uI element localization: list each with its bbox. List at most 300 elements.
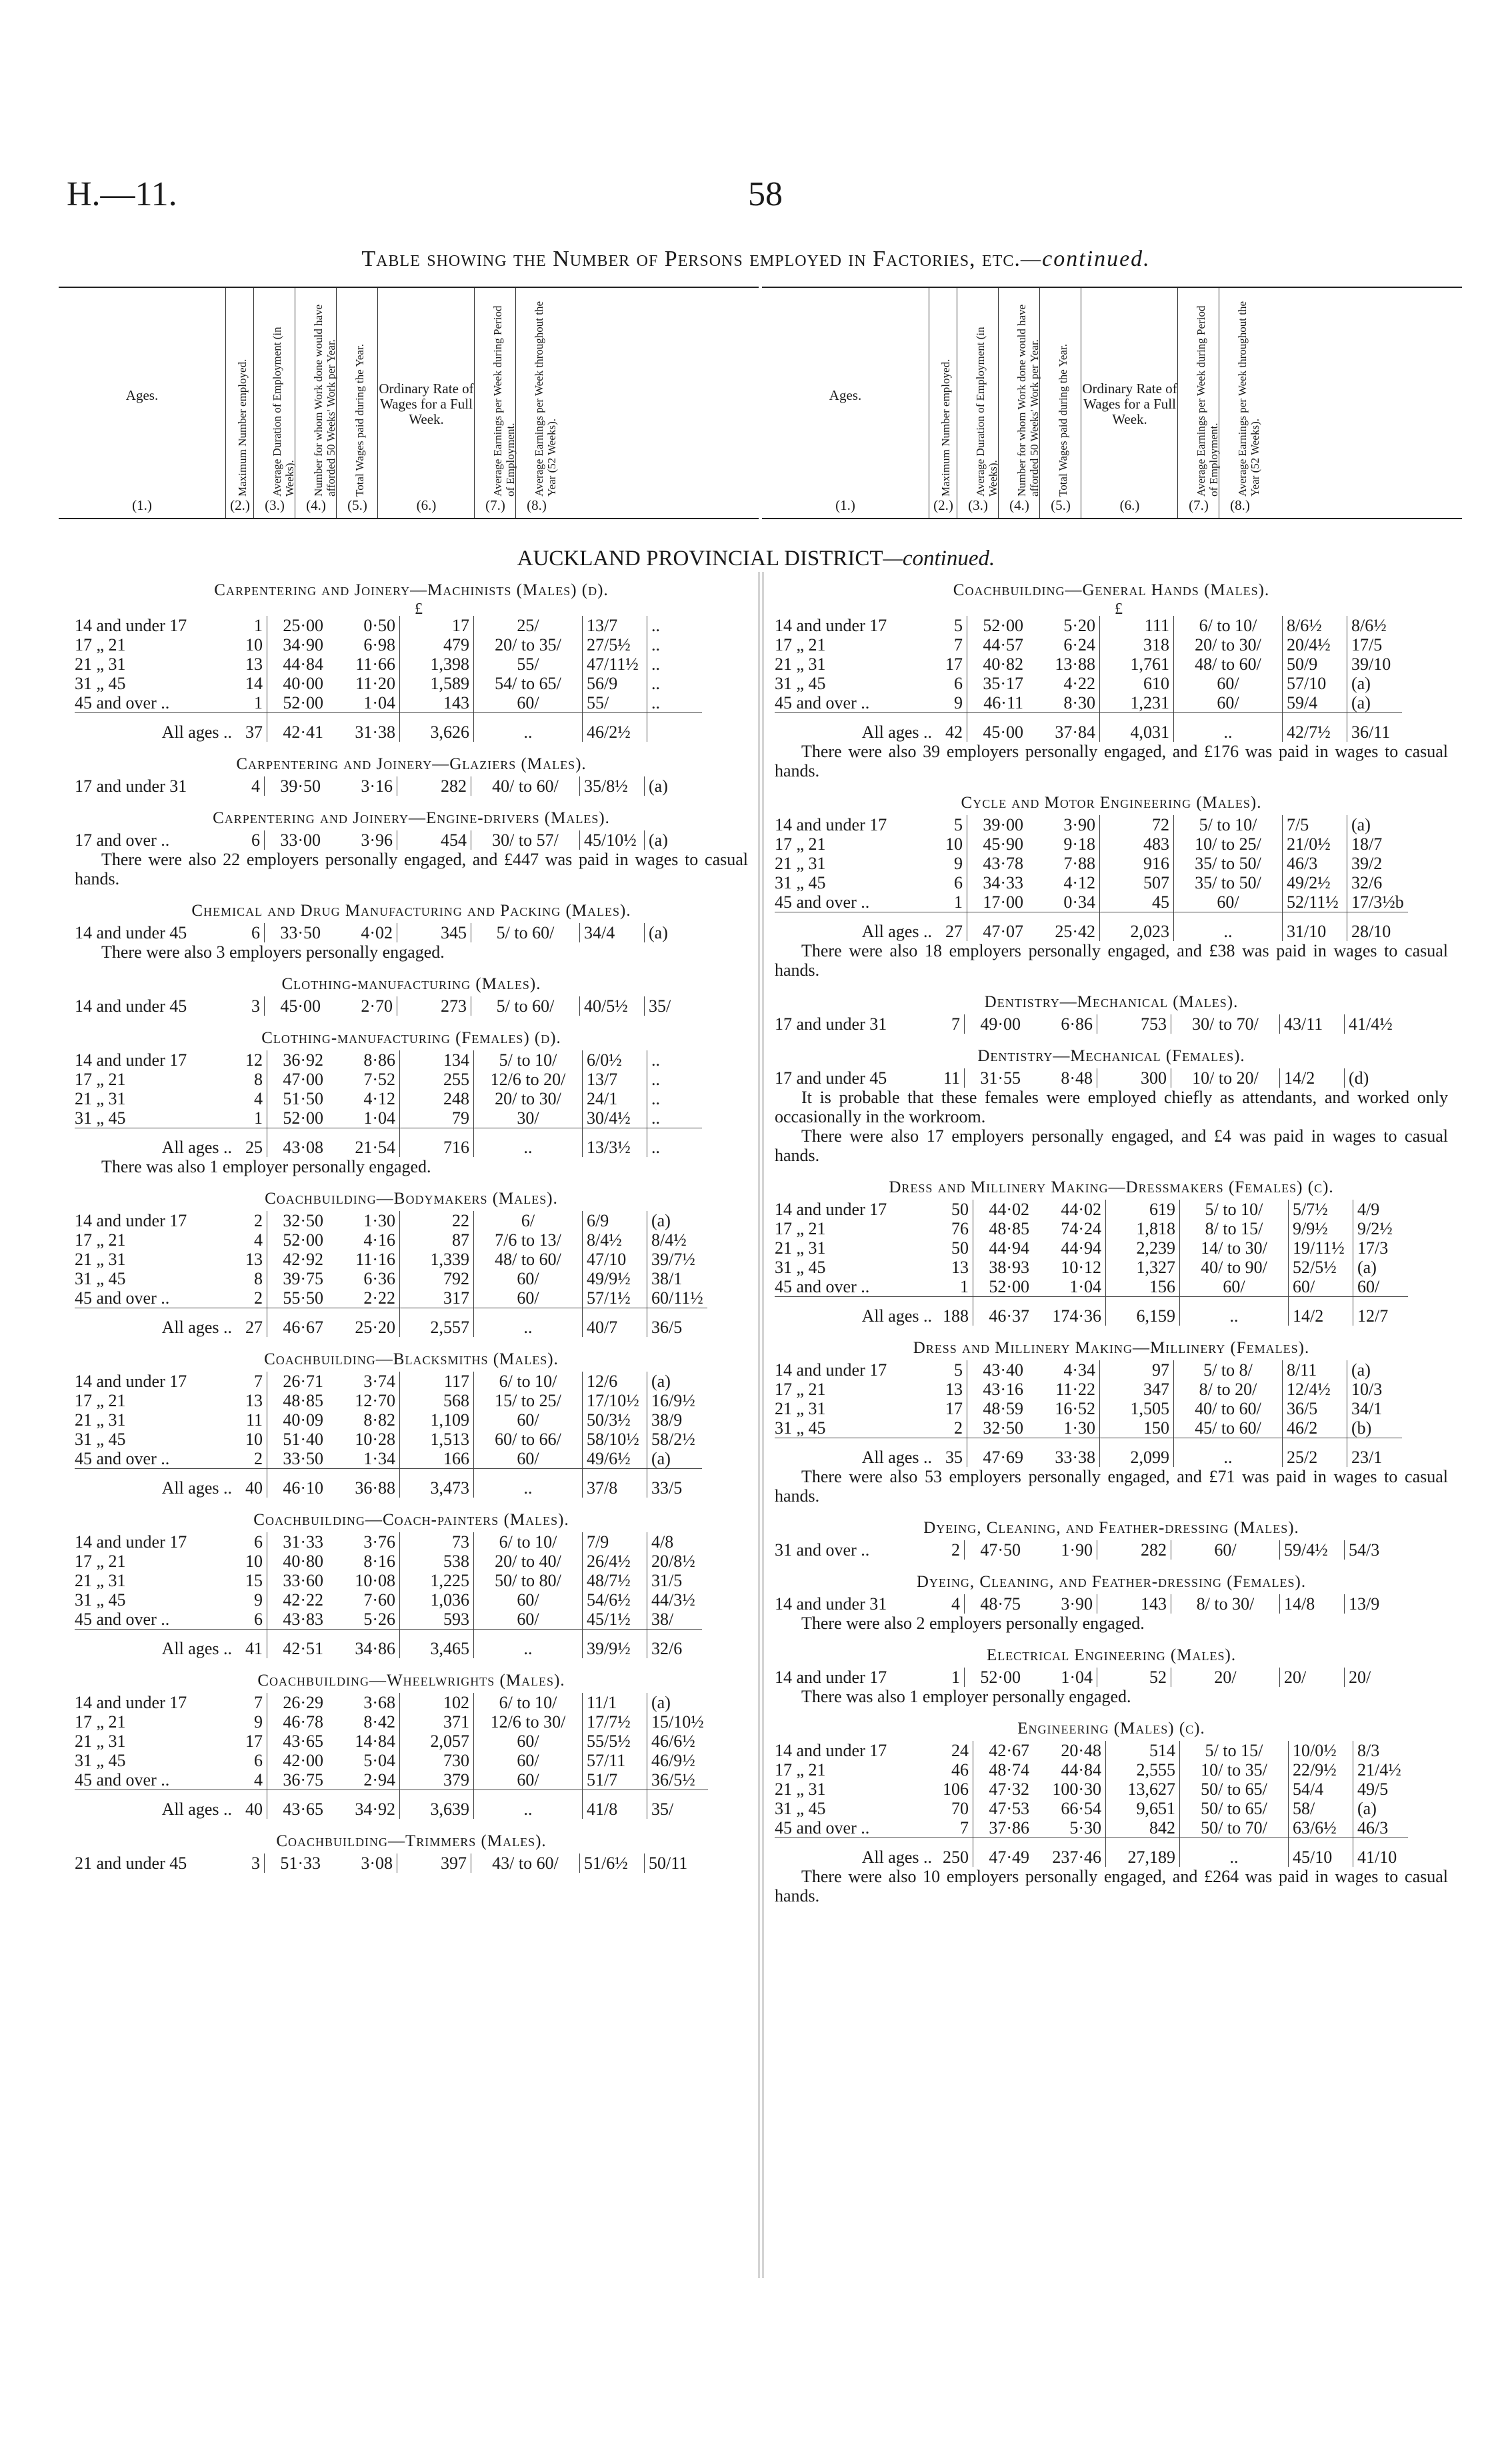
table-section (775, 1335, 1448, 1515)
cell: 54/4 (1289, 1780, 1353, 1799)
column-head-label: Number for whom Work done would have afforded 50 Weeks' Work per Year. (312, 304, 337, 497)
cell: 14 and under 45 (75, 923, 187, 942)
cell: 4 (239, 1230, 267, 1250)
cell: All ages .. (861, 1848, 932, 1867)
cell: 13 (239, 1391, 267, 1410)
cell: 134 (400, 1050, 474, 1070)
cell: 33·50 (267, 1449, 328, 1469)
table-section (775, 1569, 1448, 1642)
column-head-number: (3.) (265, 497, 285, 513)
cell: 25/ (474, 616, 583, 635)
cell: 17/10½ (583, 1391, 647, 1410)
cell: 49/9½ (583, 1269, 647, 1288)
table-section (75, 751, 748, 805)
cell: 5·20 (1027, 616, 1100, 635)
cell: 39·00 (983, 815, 1023, 834)
cell: .. (474, 1469, 583, 1498)
section-title: Coachbuilding—Wheelwrights (Males). (257, 1672, 565, 1690)
cell: 10 (239, 1552, 267, 1571)
table-row (775, 854, 1408, 873)
cell: 44/3½ (651, 1590, 695, 1610)
cell: 13/7 (583, 616, 647, 635)
cell: 1 (936, 1668, 965, 1687)
cell: 35/8½ (580, 776, 645, 796)
column-head-8 (1219, 288, 1261, 518)
cell: 31 „ 45 (775, 873, 826, 892)
cell: 1,398 (400, 654, 474, 674)
cell: 45/1½ (583, 1610, 647, 1630)
cell: 59/4 (1283, 693, 1347, 713)
cell: 282 (1097, 1540, 1171, 1560)
total-row (775, 912, 1408, 942)
cell: 46/6½ (651, 1732, 695, 1751)
cell: 9,651 (1106, 1799, 1180, 1818)
table-row (775, 1014, 1399, 1034)
cell: 8/6½ (1283, 616, 1347, 635)
cell: 14 and under 17 (75, 616, 187, 635)
column-divider (759, 572, 763, 2278)
cell: 13 (239, 1250, 267, 1269)
cell: 46·67 (283, 1318, 323, 1337)
cell: 79 (400, 1108, 474, 1128)
cell: 166 (400, 1449, 474, 1469)
table-row (775, 1418, 1402, 1438)
cell: (a) (649, 776, 668, 796)
cell (647, 713, 703, 742)
section-table (75, 1211, 707, 1337)
cell: 32·50 (967, 1418, 1028, 1438)
cell: 0·34 (1027, 892, 1100, 912)
section-title: Chemical and Drug Manufacturing and Packing (Males). (191, 902, 631, 920)
cell: (a) (1351, 1360, 1371, 1380)
cell: 48·74 (989, 1760, 1029, 1780)
table-row (775, 834, 1408, 854)
cell: 34·86 (327, 1630, 400, 1659)
cell: 45 and over .. (775, 1277, 939, 1297)
total-row (775, 713, 1402, 742)
section-table (75, 776, 699, 796)
cell: 46·78 (283, 1712, 323, 1732)
cell: 97 (1100, 1360, 1174, 1380)
section-note: There were also 18 employers personally engaged, and £38 was paid in wages to casual hands. (775, 941, 1448, 980)
cell: 46/9½ (651, 1751, 695, 1770)
section-table (75, 1853, 699, 1873)
table-row (75, 1571, 702, 1590)
total-row (75, 1308, 707, 1338)
column-head-number: (8.) (1230, 497, 1250, 513)
cell: 8·86 (327, 1050, 400, 1070)
cell: 2 (239, 1449, 267, 1469)
cell: 39/2 (1351, 854, 1383, 873)
cell: 37·86 (973, 1818, 1034, 1838)
cell: 31·38 (327, 713, 400, 742)
column-head-3 (957, 288, 999, 518)
cell: All ages .. (161, 722, 232, 742)
cell: 1,589 (400, 674, 474, 693)
table-row (75, 923, 699, 942)
table-row (775, 693, 1402, 713)
cell: 50 (939, 1238, 973, 1258)
column-head-label: Average Earnings per Week throughout the Year (52 Weeks). (533, 301, 558, 497)
cell: 8/4½ (651, 1230, 687, 1250)
caption-continued: —continued. (1020, 247, 1151, 271)
column-head-number: (5.) (347, 497, 367, 513)
cell: 39/10 (1351, 654, 1391, 674)
cell: 3·08 (325, 1853, 397, 1873)
cell: 34/1 (1351, 1399, 1383, 1418)
cell: 6 (239, 1532, 267, 1552)
table-row (775, 815, 1408, 834)
cell: 47·07 (983, 922, 1023, 941)
cell: 60/ (474, 1770, 583, 1790)
cell: 87 (400, 1230, 474, 1250)
cell: 31 „ 45 (75, 1590, 126, 1610)
cell: 34·90 (283, 635, 323, 654)
cell: 7/9 (583, 1532, 647, 1552)
cell: .. (1174, 713, 1283, 742)
section-table (775, 1068, 1399, 1088)
table-caption (0, 247, 1512, 272)
cell: 43·16 (983, 1380, 1023, 1399)
column-head-label: Maximum Number employed. (939, 359, 952, 497)
cell: 6·98 (327, 635, 400, 654)
cell: 31 „ 45 (75, 1269, 126, 1288)
cell: 48/7½ (583, 1571, 647, 1590)
cell: 21 „ 31 (775, 1399, 826, 1418)
cell: 753 (1097, 1014, 1171, 1034)
cell: 35 (939, 1438, 967, 1468)
cell: 26·29 (283, 1693, 323, 1712)
cell: 48·85 (283, 1391, 323, 1410)
column-head-label: Number for whom Work done would have afforded 50 Weeks' Work per Year. (1015, 304, 1041, 497)
cell: 4 (239, 1089, 267, 1108)
table-row (775, 1380, 1402, 1399)
cell: 10/0½ (1289, 1741, 1353, 1760)
cell: 14 and under 17 (75, 1050, 187, 1070)
cell: 31 „ 45 (775, 1258, 826, 1277)
total-row (75, 713, 702, 742)
cell: 57/11 (583, 1751, 647, 1770)
cell: 21 „ 31 (75, 654, 126, 674)
cell: All ages .. (161, 1639, 232, 1658)
cell: 57/1½ (583, 1288, 647, 1308)
cell: 14/8 (1280, 1594, 1345, 1614)
cell: 1,513 (400, 1430, 474, 1449)
table-row (75, 1610, 702, 1630)
table-row (775, 654, 1402, 674)
cell: .. (474, 1308, 583, 1338)
cell: 5·26 (327, 1610, 400, 1630)
cell: 31·33 (283, 1532, 323, 1552)
cell: 52·00 (983, 616, 1023, 635)
section-title: Engineering (Males) (c). (1017, 1720, 1205, 1738)
cell: 7·52 (327, 1070, 400, 1089)
cell: 45/10 (1289, 1838, 1353, 1867)
cell: 47/11½ (583, 654, 647, 674)
section-table (75, 1050, 702, 1157)
section-table (775, 1741, 1408, 1867)
table-section (75, 1828, 748, 1882)
cell: 43·78 (983, 854, 1023, 873)
cell: 1,109 (400, 1410, 474, 1430)
cell: 13 (239, 654, 267, 674)
cell: 31 „ 45 (75, 1430, 126, 1449)
page-reference: H.—11. (67, 175, 177, 213)
cell: 14 and under 17 (775, 1668, 887, 1687)
table-row (75, 1211, 707, 1230)
table-row (75, 1089, 702, 1108)
cell: 15 (239, 1571, 267, 1590)
cell: 46/2 (1283, 1418, 1347, 1438)
table-row (75, 1250, 707, 1269)
cell: 6/0½ (583, 1050, 647, 1070)
cell: 22 (400, 1211, 474, 1230)
cell: 479 (400, 635, 474, 654)
table-section (75, 971, 748, 1025)
table-row (775, 1219, 1408, 1238)
cell: 38/1 (651, 1269, 683, 1288)
cell: 1·04 (327, 693, 400, 713)
cell: 11·66 (327, 654, 400, 674)
cell: 31 „ 45 (75, 674, 126, 693)
cell: 4·22 (1027, 674, 1100, 693)
cell: 50/9 (1283, 654, 1347, 674)
cell: 7 (939, 1818, 973, 1838)
cell: 10 (939, 834, 967, 854)
cell: 4·02 (325, 923, 397, 942)
cell: 5/ to 15/ (1180, 1741, 1289, 1760)
cell: 44·84 (283, 654, 323, 674)
cell: 568 (400, 1391, 474, 1410)
cell: All ages .. (161, 1318, 232, 1337)
cell: 36/11 (1351, 722, 1391, 742)
section-note: There was also 1 employer personally engaged. (801, 1687, 1131, 1706)
cell: 143 (400, 693, 474, 713)
cell: 7/5 (1283, 815, 1347, 834)
table-row (75, 1108, 702, 1128)
cell: 21 „ 31 (775, 654, 826, 674)
cell: 37·84 (1027, 713, 1100, 742)
cell: 46·10 (283, 1478, 323, 1498)
cell: 35·17 (983, 674, 1023, 693)
section-title: Cycle and Motor Engineering (Males). (961, 794, 1262, 812)
cell: 52·00 (980, 1668, 1021, 1687)
cell: 792 (400, 1269, 474, 1288)
cell: 8·42 (327, 1712, 400, 1732)
cell: 3,465 (400, 1630, 474, 1659)
cell: 10/ to 25/ (1174, 834, 1283, 854)
cell: 5/ to 10/ (1174, 815, 1283, 834)
cell: 33·50 (280, 923, 321, 942)
cell: 47·50 (980, 1540, 1021, 1560)
cell: 8/6½ (1351, 616, 1387, 635)
table-row (775, 1594, 1399, 1614)
cell: 60/11½ (647, 1288, 707, 1308)
column-head-number: (4.) (306, 497, 326, 513)
cell: 52·00 (267, 693, 328, 713)
cell: 371 (400, 1712, 474, 1732)
cell: .. (1174, 912, 1283, 942)
cell: 23/1 (1351, 1448, 1383, 1467)
cell: 730 (400, 1751, 474, 1770)
cell: 25·42 (1027, 912, 1100, 942)
cell: 3·16 (325, 776, 397, 796)
cell: 619 (1106, 1200, 1180, 1219)
column-head-4 (998, 288, 1040, 518)
table-row (75, 1288, 707, 1308)
cell: 31 „ 45 (775, 674, 826, 693)
section-title: Dress and Millinery Making—Dressmakers (Females) (c). (889, 1178, 1334, 1196)
cell: 20/ to 30/ (474, 1089, 583, 1108)
cell: 4·16 (327, 1230, 400, 1250)
cell: 2·94 (327, 1770, 400, 1790)
section-title: Electrical Engineering (Males). (986, 1646, 1237, 1664)
cell: 30/4½ (583, 1108, 647, 1128)
cell: 43·40 (983, 1360, 1023, 1380)
total-row (75, 1630, 702, 1659)
cell: 17 (939, 654, 967, 674)
page-number: 58 (748, 175, 783, 213)
cell: 610 (1100, 674, 1174, 693)
table-row (775, 1200, 1408, 1219)
cell: 14 and under 17 (75, 1372, 187, 1391)
cell: 2·70 (325, 996, 397, 1016)
cell: 8·82 (327, 1410, 400, 1430)
section-title: Clothing-manufacturing (Males). (281, 975, 541, 993)
cell: 36/5 (651, 1318, 683, 1337)
cell: 6·36 (327, 1269, 400, 1288)
cell: 35/ (649, 996, 671, 1016)
cell: 36·88 (327, 1469, 400, 1498)
cell: 47·49 (989, 1848, 1029, 1867)
cell: .. (1174, 1438, 1283, 1468)
cell: 4 (936, 1594, 965, 1614)
cell: 6/ (474, 1211, 583, 1230)
cell: 58/2½ (651, 1430, 695, 1449)
cell: 10·12 (1033, 1258, 1106, 1277)
table-row (75, 1449, 702, 1469)
cell: 40 (239, 1469, 267, 1498)
cell: 46/3 (1353, 1818, 1409, 1838)
cell: 17 „ 21 (75, 1070, 126, 1089)
cell: 347 (1100, 1380, 1174, 1399)
cell: 58/ (1289, 1799, 1353, 1818)
cell: 56/9 (583, 674, 647, 693)
table-row (75, 1590, 702, 1610)
cell: 2,099 (1100, 1438, 1174, 1468)
cell: 22/9½ (1289, 1760, 1353, 1780)
cell: 44·57 (983, 635, 1023, 654)
column-head-label: Ordinary Rate of Wages for a Full Week. (1082, 381, 1177, 427)
cell: 15/10½ (651, 1712, 704, 1732)
cell: 3,626 (400, 713, 474, 742)
cell: 34·33 (983, 873, 1023, 892)
cell: 52·00 (267, 1108, 328, 1128)
table-row (75, 654, 702, 674)
cell: 7 (239, 1372, 267, 1391)
cell: 507 (1100, 873, 1174, 892)
cell: 2,057 (400, 1732, 474, 1751)
column-head-7 (1177, 288, 1219, 518)
cell: .. (651, 1050, 660, 1070)
cell: 3·90 (1027, 815, 1100, 834)
table-section (75, 898, 748, 971)
cell: 2·22 (327, 1288, 400, 1308)
left-column (75, 577, 748, 1882)
cell: 8/ to 30/ (1171, 1594, 1280, 1614)
column-head-label: Ages. (125, 387, 159, 403)
table-section (75, 1025, 748, 1186)
cell: 3·68 (327, 1693, 400, 1712)
cell: 102 (400, 1693, 474, 1712)
cell: 20/ to 30/ (1174, 635, 1283, 654)
cell: 73 (400, 1532, 474, 1552)
cell: 7 (939, 635, 967, 654)
cell: 41 (239, 1630, 267, 1659)
cell: 17 (400, 616, 474, 635)
cell: 250 (939, 1838, 973, 1867)
cell: 50/ to 70/ (1180, 1818, 1289, 1838)
column-head-number: (5.) (1051, 497, 1071, 513)
cell: 2 (936, 1540, 965, 1560)
total-row (75, 1469, 702, 1498)
section-note: There were also 22 employers personally engaged, and £447 was paid in wages to casual hands. (75, 850, 748, 888)
cell: 14 and under 31 (775, 1594, 887, 1614)
cell: 1·04 (1025, 1668, 1097, 1687)
cell: 17 „ 21 (75, 1552, 126, 1571)
cell: 54/ to 65/ (474, 674, 583, 693)
cell: (a) (651, 1372, 671, 1391)
cell: 7 (936, 1014, 965, 1034)
cell: 33·60 (283, 1571, 323, 1590)
cell: 45·90 (983, 834, 1023, 854)
cell: 117 (400, 1372, 474, 1391)
cell: (a) (649, 830, 668, 850)
cell: .. (651, 635, 660, 654)
cell: 12/4½ (1283, 1380, 1347, 1399)
cell: 44·94 (989, 1238, 1029, 1258)
cell: 17 „ 21 (75, 1391, 126, 1410)
table-row (775, 1277, 1408, 1297)
cell: 12/6 (583, 1372, 647, 1391)
cell: 21 „ 31 (75, 1571, 126, 1590)
cell: 100·30 (1033, 1780, 1106, 1799)
cell: 43/11 (1280, 1014, 1345, 1034)
column-head-label: Total Wages paid during the Year. (1057, 344, 1069, 497)
cell: 44·84 (1033, 1760, 1106, 1780)
cell: 21 „ 31 (75, 1732, 126, 1751)
column-head-number: (2.) (230, 497, 250, 513)
total-row (775, 1297, 1408, 1326)
cell: 41/8 (583, 1790, 647, 1820)
cell: 20/ (1171, 1668, 1280, 1687)
cell: 14 and under 17 (775, 616, 887, 635)
cell: 60/ (474, 1732, 583, 1751)
column-head-number: (1.) (132, 497, 152, 513)
cell: 13,627 (1106, 1780, 1180, 1799)
table-row (75, 1372, 702, 1391)
cell: 14 and under 45 (75, 996, 187, 1016)
cell: 25 (239, 1128, 267, 1158)
right-column (775, 577, 1448, 1915)
cell: 14·84 (327, 1732, 400, 1751)
cell: 14 and under 17 (75, 1693, 187, 1712)
cell: 318 (1100, 635, 1174, 654)
cell: 44·02 (1033, 1200, 1106, 1219)
section-title: Carpentering and Joinery—Glaziers (Males). (236, 755, 587, 773)
cell: 21 „ 31 (775, 854, 826, 873)
cell: 52·00 (283, 1230, 323, 1250)
